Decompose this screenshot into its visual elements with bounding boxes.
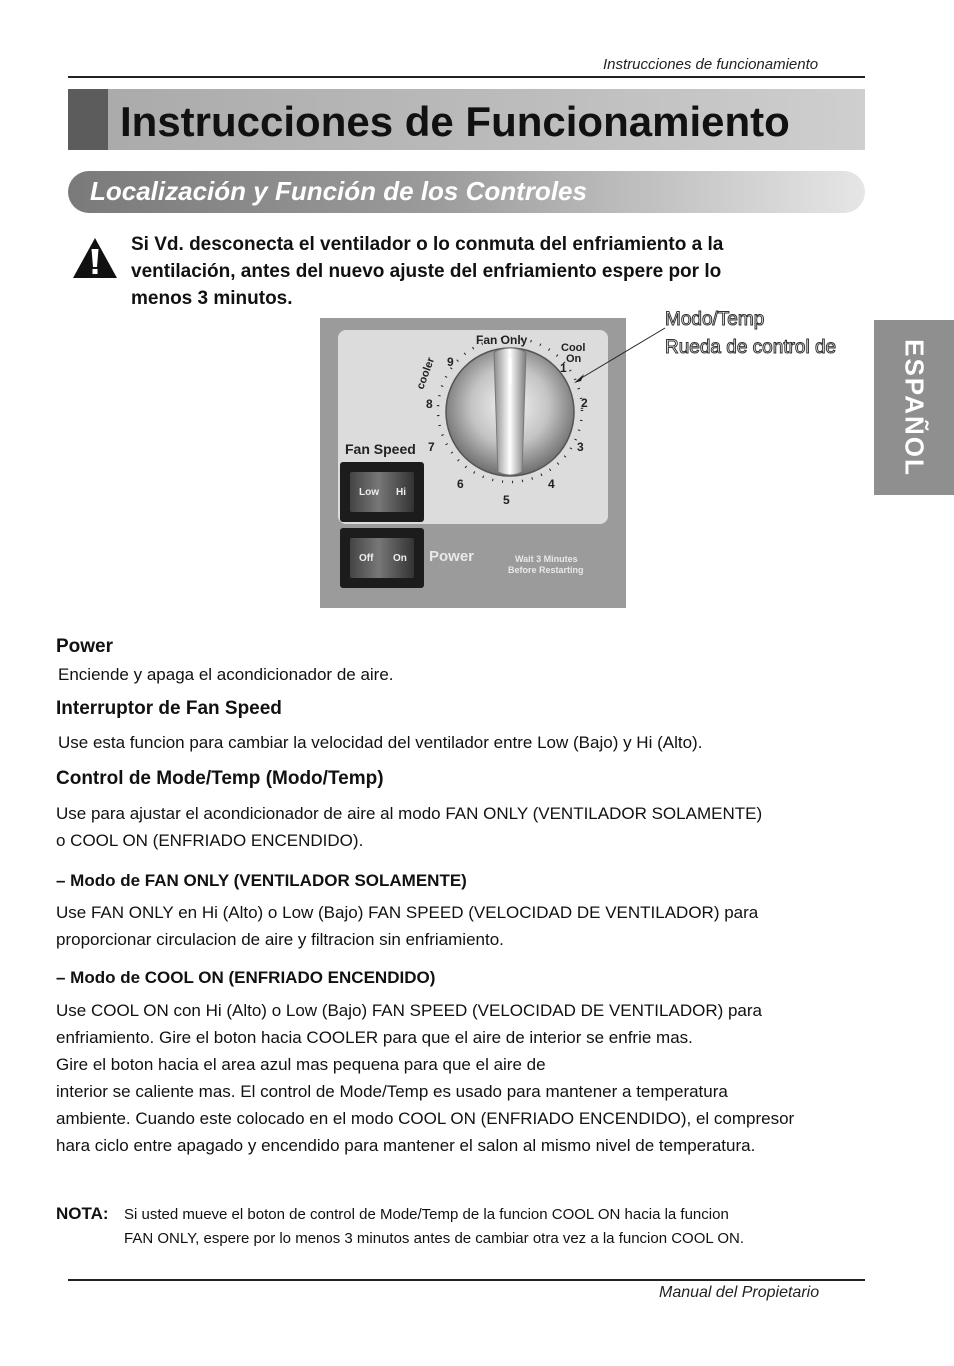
power-heading: Power — [56, 636, 114, 657]
dial-number-4: 4 — [548, 477, 555, 491]
cool-on-mode-line-4: interior se caliente mas. El control de Mode/Temp es usado para mantener a temperatura — [56, 1082, 728, 1101]
fan-only-mode-line-2: proporcionar circulacion de aire y filtracion sin enfriamiento. — [56, 930, 504, 949]
title-bar — [68, 89, 865, 150]
fan-speed-heading: Interruptor de Fan Speed — [56, 698, 282, 719]
callout-line-2: Rueda de control de — [665, 337, 837, 358]
mode-temp-line-2: o COOL ON (ENFRIADO ENCENDIDO). — [56, 831, 364, 850]
on-label: On — [393, 553, 407, 564]
cool-on-mode-text — [56, 997, 936, 1159]
footer-text: Manual del Propietario — [659, 1284, 820, 1301]
power-text: Enciende y apaga el acondicionador de aire. — [58, 665, 394, 684]
section-bar — [68, 171, 865, 213]
dial-number-2: 2 — [581, 396, 588, 410]
nota-text — [124, 1203, 884, 1251]
nota-line-1: Si usted mueve el boton de control de Mode/Temp de la funcion COOL ON hacia la funcion — [124, 1206, 729, 1223]
dial-number-6: 6 — [457, 477, 464, 491]
footer-rule — [68, 1279, 865, 1281]
wait-text-line-1: Wait 3 Minutes — [515, 554, 578, 564]
power-panel-label: Power — [429, 548, 475, 565]
cool-label: Cool — [561, 342, 586, 354]
cool-on-label: On — [566, 353, 582, 365]
cool-on-mode-line-6: hara ciclo entre apagado y encendido para mantener el salon al mismo nivel de temperatura. — [56, 1136, 756, 1155]
page-title: Instrucciones de Funcionamiento — [120, 98, 790, 145]
cool-on-mode-line-2: enfriamiento. Gire el boton hacia COOLER para que el aire de interior se enfrie mas. — [56, 1028, 693, 1047]
cool-on-mode-line-1: Use COOL ON con Hi (Alto) o Low (Bajo) FAN SPEED (VELOCIDAD DE VENTILADOR) para — [56, 1001, 763, 1020]
language-tab — [874, 320, 954, 495]
language-tab-label: ESPAÑOL — [899, 339, 930, 477]
power-switch[interactable] — [340, 528, 424, 588]
mode-temp-heading: Control de Mode/Temp (Modo/Temp) — [56, 768, 384, 789]
fan-only-mode-text — [56, 899, 906, 953]
dial-number-8: 8 — [426, 397, 433, 411]
dial-number-7: 7 — [428, 440, 435, 454]
dial-number-3: 3 — [577, 440, 584, 454]
mode-temp-text — [56, 800, 906, 854]
warning-triangle-icon — [72, 237, 118, 279]
low-label: Low — [359, 487, 379, 498]
dial-number-9: 9 — [447, 355, 454, 369]
section-title: Localización y Función de los Controles — [90, 176, 587, 206]
fan-only-mode-heading: – Modo de FAN ONLY (VENTILADOR SOLAMENTE) — [56, 871, 467, 890]
dial-number-5: 5 — [503, 493, 510, 507]
fan-speed-text: Use esta funcion para cambiar la velocidad del ventilador entre Low (Bajo) y Hi (Alto). — [58, 733, 703, 752]
fan-only-label: Fan Only — [476, 333, 528, 347]
cool-on-mode-line-3: Gire el boton hacia el area azul mas pequena para que el aire de — [56, 1055, 546, 1074]
nota-label: NOTA: — [56, 1204, 109, 1223]
warning-line-2: ventilación, antes del nuevo ajuste del enfriamiento espere por lo — [131, 261, 722, 282]
callout-leader — [570, 318, 670, 388]
hi-label: Hi — [396, 487, 406, 498]
off-label: Off — [359, 553, 374, 564]
header-rule — [68, 76, 865, 78]
mode-temp-line-1: Use para ajustar el acondicionador de aire al modo FAN ONLY (VENTILADOR SOLAMENTE) — [56, 804, 763, 823]
cooler-label: cooler — [414, 355, 438, 392]
dial-number-1: 1 — [560, 361, 567, 375]
fan-speed-label: Fan Speed — [345, 441, 416, 457]
wait-text-line-2: Before Restarting — [508, 565, 584, 575]
cool-on-mode-heading: – Modo de COOL ON (ENFRIADO ENCENDIDO) — [56, 968, 436, 987]
fan-only-mode-line-1: Use FAN ONLY en Hi (Alto) o Low (Bajo) FAN SPEED (VELOCIDAD DE VENTILADOR) para — [56, 903, 759, 922]
warning-line-3: menos 3 minutos. — [131, 288, 293, 309]
running-header: Instrucciones de funcionamiento — [603, 56, 819, 73]
nota-line-2: FAN ONLY, espere por lo menos 3 minutos antes de cambiar otra vez a la funcion COOL ON. — [124, 1230, 745, 1247]
cool-on-mode-line-5: ambiente. Cuando este colocado en el modo COOL ON (ENFRIADO ENCENDIDO), el compresor — [56, 1109, 795, 1128]
warning-line-1: Si Vd. desconecta el ventilador o lo conmuta del enfriamiento a la — [131, 234, 724, 255]
warning-text — [131, 231, 831, 312]
callout-line-1: Modo/Temp — [665, 309, 765, 330]
title-accent-block — [68, 89, 108, 150]
fan-speed-switch[interactable] — [340, 462, 424, 522]
